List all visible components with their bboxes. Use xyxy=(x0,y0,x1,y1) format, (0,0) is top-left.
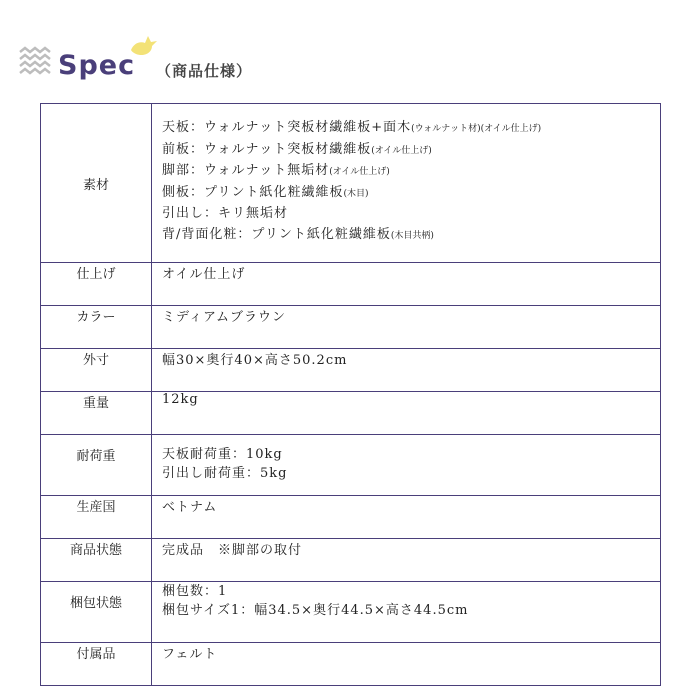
value-note: (オイル仕上げ) xyxy=(329,167,390,177)
row-value xyxy=(152,582,661,643)
row-label: 生産国 xyxy=(41,496,152,539)
value-note: (木目) xyxy=(343,188,369,199)
value-note: (オイル仕上げ) xyxy=(371,145,432,156)
wave-lines-icon xyxy=(18,42,58,76)
value-text: 背/背面化粧：プリント紙化粧繊維板 xyxy=(162,226,391,242)
row-value: 完成品 ※脚部の取付 xyxy=(152,539,661,582)
page-subtitle: （商品仕様） xyxy=(156,62,253,80)
row-value: ベトナム xyxy=(152,496,661,539)
table-row xyxy=(41,435,661,496)
bird-icon xyxy=(128,34,158,60)
row-label: 付属品 xyxy=(41,643,152,686)
value-text: 脚部：ウォルナット無垢材 xyxy=(162,163,330,178)
row-label: 素材 xyxy=(41,104,152,263)
row-value: オイル仕上げ xyxy=(152,263,661,306)
value-text: 梱包サイズ1：幅34.5×奥行44.5×高さ44.5cm xyxy=(162,603,469,618)
row-value: 幅30×奥行40×高さ50.2cm xyxy=(152,349,661,392)
row-value: フェルト xyxy=(152,643,661,686)
value-text: 側板：プリント紙化粧繊維板 xyxy=(162,184,344,200)
value-text: 梱包数：1 xyxy=(162,584,228,599)
row-label: 外寸 xyxy=(41,349,152,392)
row-label: 重量 xyxy=(41,392,152,435)
spec-table xyxy=(40,103,661,686)
value-text: 引出し：キリ無垢材 xyxy=(162,206,289,221)
table-row xyxy=(41,539,661,582)
row-value: ミディアムブラウン xyxy=(152,306,661,349)
row-label: 商品状態 xyxy=(41,539,152,582)
row-label: 梱包状態 xyxy=(41,582,152,643)
table-row xyxy=(41,392,661,435)
value-note: (ウォルナット材)(オイル仕上げ) xyxy=(411,124,542,134)
value-text: 天板耐荷重：10kg xyxy=(162,447,283,462)
value-note: (木目共柄) xyxy=(390,230,434,241)
page-title: Spec xyxy=(58,50,136,81)
row-label: 耐荷重 xyxy=(41,435,152,496)
table-row xyxy=(41,582,661,643)
table-row xyxy=(41,104,661,263)
table-row xyxy=(41,349,661,392)
table-row xyxy=(41,263,661,306)
value-text: 前板：ウォルナット突板材繊維板 xyxy=(162,141,372,157)
row-value xyxy=(152,104,661,263)
table-row xyxy=(41,306,661,349)
row-value: 12kg xyxy=(152,392,661,435)
table-row xyxy=(41,496,661,539)
value-text: 天板：ウォルナット突板材繊維板+面木 xyxy=(162,120,412,135)
table-row xyxy=(41,643,661,686)
row-value xyxy=(152,435,661,496)
row-label: カラー xyxy=(41,306,152,349)
spec-header xyxy=(18,32,418,92)
value-text: 引出し耐荷重：5kg xyxy=(162,466,288,481)
row-label: 仕上げ xyxy=(41,263,152,306)
